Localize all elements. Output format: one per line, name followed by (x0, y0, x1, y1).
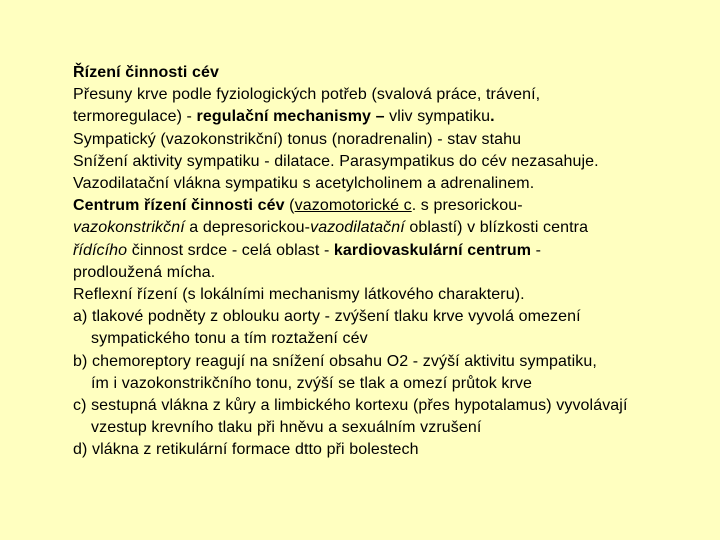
text-line: sympatického tonu a tím roztažení cév (91, 330, 368, 348)
text-line: b) chemoreptory reagují na snížení obsahu O2 - zvýší aktivitu sympatiku, (73, 352, 597, 370)
text-run: vliv sympatiku (384, 108, 491, 126)
text-line: ím i vazokonstrikčního tonu, zvýší se tlak a omezí průtok krve (91, 374, 533, 392)
bold-run: regulační mechanismy – (196, 108, 385, 126)
text-line (73, 240, 713, 262)
text-line: c) sestupná vlákna z kůry a limbického kortexu (přes hypotalamus) vyvolávají (73, 397, 628, 415)
text-line (73, 195, 713, 217)
text-line: Snížení aktivity sympatiku - dilatace. Parasympatikus do cév nezasahuje. (73, 152, 599, 170)
text-line: d) vlákna z retikulární formace dtto při bolestech (73, 441, 419, 459)
italic-run: řídícího (73, 241, 128, 259)
text-line: vzestup krevního tlaku při hněvu a sexuálním vzrušení (91, 419, 482, 437)
bold-run: kardiovaskulární centrum (333, 241, 532, 259)
text-line: prodloužená mícha. (73, 263, 216, 281)
text-line: Vazodilatační vlákna sympatiku s acetylcholinem a adrenalinem. (73, 175, 535, 193)
text-line: Přesuny krve podle fyziologických potřeb (svalová práce, trávení, (73, 86, 541, 104)
text-line: a) tlakové podněty z oblouku aorty - zvýšení tlaku krve vyvolá omezení (73, 308, 581, 326)
text-run: - (531, 241, 542, 259)
text-run: a depresorickou- (184, 219, 311, 237)
underlined-run: vazomotorické c (294, 197, 412, 215)
italic-run: vazokonstrikční (73, 219, 185, 237)
slide-title: Řízení činnosti cév (73, 64, 219, 81)
italic-run: vazodilatační (310, 219, 405, 237)
bold-run: Centrum řízení činnosti cév (73, 197, 285, 215)
text-run: činnost srdce - celá oblast - (127, 241, 334, 259)
text-line: Reflexní řízení (s lokálními mechanismy látkového charakteru). (73, 286, 525, 304)
text-run: . s presorickou- (411, 197, 523, 215)
slide-body (73, 62, 713, 462)
text-run: ( (284, 197, 295, 215)
text-run: oblastí) v blízkosti centra (404, 219, 589, 237)
text-line (73, 106, 713, 128)
text-run: termoregulace) - (73, 108, 197, 126)
text-line (73, 217, 713, 239)
text-line: Sympatický (vazokonstrikční) tonus (noradrenalin) - stav stahu (73, 130, 522, 148)
bold-run: . (490, 108, 495, 126)
